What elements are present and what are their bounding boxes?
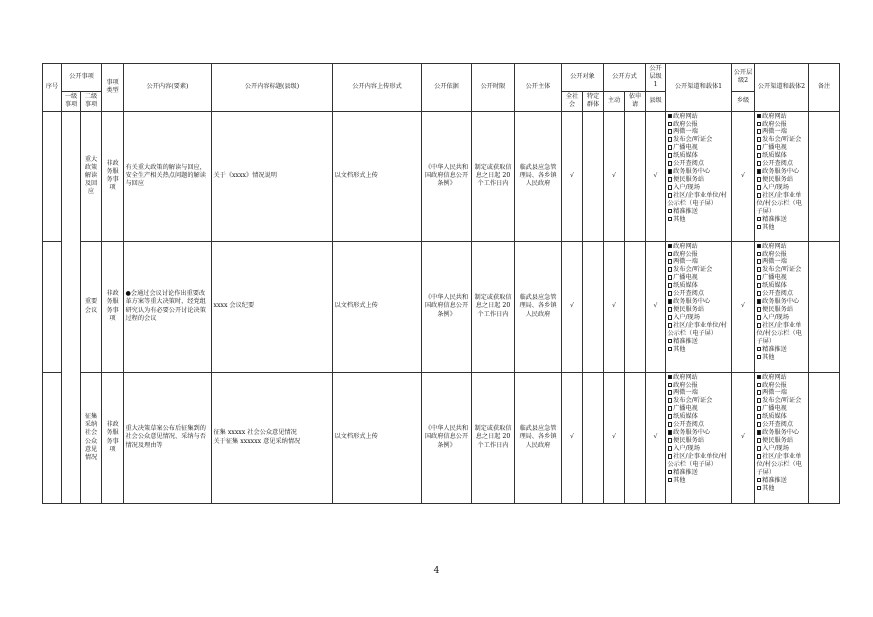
disclosure-table bbox=[42, 63, 840, 504]
channel-option bbox=[668, 160, 730, 168]
cell-time-limit: 制定或获取信息之日起 20 个工作日内 bbox=[472, 241, 515, 372]
channel-option-label: 政务服务中心 bbox=[673, 429, 711, 437]
channel-option bbox=[668, 453, 730, 469]
unchecked-box-icon bbox=[757, 478, 762, 483]
channel-option bbox=[757, 413, 807, 421]
channel-option-label: 政务服务中心 bbox=[673, 168, 711, 176]
channel-option-label: 广播电视 bbox=[673, 405, 698, 413]
cell-type: 非政务服务事项 bbox=[102, 241, 124, 372]
unchecked-box-icon bbox=[668, 259, 673, 264]
unchecked-box-icon bbox=[668, 275, 673, 280]
unchecked-box-icon bbox=[757, 390, 762, 395]
channel-option-label: 政府公报 bbox=[762, 250, 787, 258]
channel-option-label: 社区/企事业单位/村公示栏（电子屏） bbox=[756, 191, 802, 215]
unchecked-box-icon bbox=[757, 422, 762, 427]
unchecked-box-icon bbox=[757, 193, 762, 198]
unchecked-box-icon bbox=[668, 390, 673, 395]
channel-option bbox=[757, 485, 807, 493]
unchecked-box-icon bbox=[757, 454, 762, 459]
unchecked-box-icon bbox=[757, 225, 762, 230]
channel-option-label: 发布会/听证会 bbox=[762, 266, 802, 274]
unchecked-box-icon bbox=[757, 252, 762, 257]
cell-basis: 《中华人民共和国政府信息公开条例》 bbox=[422, 241, 472, 372]
unchecked-box-icon bbox=[668, 446, 673, 451]
cell-level2: 重要会议 bbox=[81, 241, 102, 372]
channel-option bbox=[668, 216, 730, 224]
channel-option-label: 发布会/听证会 bbox=[762, 136, 802, 144]
unchecked-box-icon bbox=[668, 347, 673, 352]
cell-type: 非政务服务事项 bbox=[102, 111, 124, 241]
header-remarks: 备注 bbox=[809, 64, 840, 112]
channel-option bbox=[668, 338, 730, 346]
channel-option-label: 发布会/听证会 bbox=[673, 266, 713, 274]
channel-option-label: 精准推送 bbox=[673, 337, 698, 345]
channel-option-label: 两微一端 bbox=[673, 258, 698, 266]
unchecked-box-icon bbox=[668, 177, 673, 182]
channel-option-label: 两微一端 bbox=[762, 128, 787, 136]
channel-option bbox=[668, 477, 730, 485]
cell-check-specific bbox=[583, 111, 604, 241]
checked-box-icon bbox=[668, 375, 673, 380]
channel-option-label: 入户/现场 bbox=[762, 445, 789, 452]
header-item-type: 事项类型 bbox=[102, 64, 124, 112]
cell-remarks bbox=[809, 111, 840, 241]
unchecked-box-icon bbox=[668, 422, 673, 427]
channel-list-2 bbox=[755, 111, 809, 241]
header-level-group1: 公开层级1 bbox=[646, 64, 666, 92]
unchecked-box-icon bbox=[668, 129, 673, 134]
channel-option-label: 其他 bbox=[673, 215, 686, 223]
channel-option bbox=[757, 192, 807, 216]
table-row bbox=[43, 372, 840, 503]
channel-option-label: 政府网站 bbox=[673, 373, 698, 381]
channel-option-label: 发布会/听证会 bbox=[673, 136, 713, 144]
channel-option-label: 政务服务中心 bbox=[673, 298, 711, 306]
channel-option-label: 政府网站 bbox=[673, 242, 698, 250]
checked-box-icon bbox=[757, 430, 762, 435]
channel-option bbox=[668, 243, 730, 251]
checked-box-icon bbox=[668, 244, 673, 249]
channel-option-label: 其他 bbox=[762, 484, 775, 492]
channel-option-label: 政府网站 bbox=[762, 242, 787, 250]
content-text: 重大决策草案公布后征集到的社会公众意见情况、采纳与否情况及理由等 bbox=[125, 425, 206, 449]
channel-option-label: 政府网站 bbox=[762, 112, 787, 120]
unchecked-box-icon bbox=[757, 275, 762, 280]
header-target-specific: 特定群体 bbox=[583, 91, 604, 111]
channel-option-label: 政务服务中心 bbox=[762, 429, 800, 437]
channel-list-2 bbox=[755, 241, 809, 372]
channel-option bbox=[757, 282, 807, 290]
unchecked-box-icon bbox=[757, 383, 762, 388]
channel-option bbox=[757, 216, 807, 224]
content-text: 会通过会议讨论作出重要改革方案等重大决策时，经党组研究认为有必要公开讨论决策过程的会议 bbox=[125, 290, 206, 322]
channel-option-label: 纸质媒体 bbox=[673, 282, 698, 290]
header-level1: 一级事项 bbox=[62, 91, 81, 111]
unchecked-box-icon bbox=[757, 161, 762, 166]
unchecked-box-icon bbox=[757, 185, 762, 190]
unchecked-box-icon bbox=[668, 323, 673, 328]
channel-option-label: 入户/现场 bbox=[762, 314, 789, 321]
channel-option-label: 政府网站 bbox=[762, 373, 787, 381]
unchecked-box-icon bbox=[668, 209, 673, 214]
channel-option bbox=[668, 469, 730, 477]
header-method-apply: 依申请 bbox=[625, 91, 646, 111]
channel-option-label: 纸质媒体 bbox=[762, 282, 787, 290]
channel-option bbox=[668, 421, 730, 429]
channel-option bbox=[668, 374, 730, 382]
unchecked-box-icon bbox=[757, 267, 762, 272]
unchecked-box-icon bbox=[757, 347, 762, 352]
cell-check-active: √ bbox=[604, 372, 625, 503]
cell-check-county: √ bbox=[646, 372, 666, 503]
unchecked-box-icon bbox=[757, 259, 762, 264]
channel-option-label: 纸质媒体 bbox=[762, 152, 787, 160]
header-item-group: 公开事项 bbox=[62, 64, 102, 92]
channel-option-label: 公开查阅点 bbox=[673, 421, 705, 429]
cell-check-active: √ bbox=[604, 241, 625, 372]
channel-option-label: 政务服务中心 bbox=[762, 298, 800, 306]
unchecked-box-icon bbox=[668, 383, 673, 388]
channel-option bbox=[668, 445, 730, 453]
cell-remarks bbox=[809, 372, 840, 503]
header-level-township: 乡级 bbox=[732, 91, 755, 111]
header-title: 公开内容标题(县级) bbox=[212, 64, 333, 112]
unchecked-box-icon bbox=[668, 307, 673, 312]
channel-option bbox=[757, 445, 807, 453]
channel-option-label: 精准推送 bbox=[673, 207, 698, 215]
channel-option bbox=[668, 152, 730, 160]
unchecked-box-icon bbox=[757, 129, 762, 134]
cell-check-all: √ bbox=[562, 372, 583, 503]
unchecked-box-icon bbox=[668, 217, 673, 222]
channel-option bbox=[757, 184, 807, 192]
channel-option bbox=[668, 298, 730, 306]
channel-option-label: 入户/现场 bbox=[673, 445, 700, 452]
unchecked-box-icon bbox=[757, 145, 762, 150]
channel-option-label: 公开查阅点 bbox=[673, 160, 705, 168]
channel-option bbox=[668, 192, 730, 208]
channel-option bbox=[757, 346, 807, 354]
channel-option-label: 精准推送 bbox=[762, 345, 787, 353]
cell-content bbox=[124, 241, 212, 372]
unchecked-box-icon bbox=[757, 137, 762, 142]
cell-subject: 临武县应急管理局、各乡镇人民政府 bbox=[515, 111, 562, 241]
channel-option-label: 纸质媒体 bbox=[673, 152, 698, 160]
cell-seq bbox=[43, 111, 62, 241]
channel-option-label: 便民服务站 bbox=[673, 306, 705, 314]
channel-option bbox=[668, 208, 730, 216]
channel-option-label: 发布会/听证会 bbox=[762, 397, 802, 405]
channel-option bbox=[668, 322, 730, 338]
channel-option-label: 广播电视 bbox=[762, 405, 787, 413]
cell-check-specific bbox=[583, 241, 604, 372]
unchecked-box-icon bbox=[757, 283, 762, 288]
unchecked-box-icon bbox=[668, 145, 673, 150]
channel-option-label: 政府公报 bbox=[673, 250, 698, 258]
unchecked-box-icon bbox=[757, 414, 762, 419]
cell-remarks bbox=[809, 241, 840, 372]
channel-option bbox=[668, 282, 730, 290]
unchecked-box-icon bbox=[668, 137, 673, 142]
channel-option bbox=[757, 453, 807, 477]
unchecked-box-icon bbox=[668, 470, 673, 475]
channel-list-1 bbox=[666, 241, 732, 372]
channel-option-label: 两微一端 bbox=[762, 258, 787, 266]
channel-option bbox=[668, 176, 730, 184]
channel-option bbox=[757, 354, 807, 362]
channel-option bbox=[757, 306, 807, 314]
checked-box-icon bbox=[757, 375, 762, 380]
channel-option-label: 便民服务站 bbox=[762, 437, 794, 445]
channel-option bbox=[668, 413, 730, 421]
unchecked-box-icon bbox=[757, 486, 762, 491]
channel-option bbox=[668, 306, 730, 314]
unchecked-box-icon bbox=[668, 398, 673, 403]
cell-upload-form: 以文档形式上传 bbox=[333, 111, 422, 241]
header-channel1: 公开渠道和载体1 bbox=[666, 64, 732, 112]
header-content: 公开内容(要素) bbox=[124, 64, 212, 112]
cell-basis: 《中华人民共和国政府信息公开条例》 bbox=[422, 111, 472, 241]
unchecked-box-icon bbox=[668, 252, 673, 257]
header-target-all: 全社会 bbox=[562, 91, 583, 111]
cell-check-township: √ bbox=[732, 111, 755, 241]
unchecked-box-icon bbox=[668, 267, 673, 272]
channel-option-label: 社区/企事业单位/村公示栏（电子屏） bbox=[756, 321, 802, 345]
cell-level2: 重大政策解读及回应 bbox=[81, 111, 102, 241]
channel-option bbox=[668, 346, 730, 354]
channel-list-1 bbox=[666, 372, 732, 503]
channel-option-label: 政府公报 bbox=[673, 381, 698, 389]
channel-option bbox=[668, 113, 730, 121]
checked-box-icon bbox=[668, 299, 673, 304]
channel-option-label: 其他 bbox=[762, 223, 775, 231]
unchecked-box-icon bbox=[757, 307, 762, 312]
checked-box-icon bbox=[757, 169, 762, 174]
channel-option bbox=[757, 152, 807, 160]
channel-option bbox=[757, 113, 807, 121]
cell-time-limit: 制定或获取信息之日起 20 个工作日内 bbox=[472, 111, 515, 241]
channel-option bbox=[757, 160, 807, 168]
unchecked-box-icon bbox=[757, 446, 762, 451]
channel-option bbox=[668, 168, 730, 176]
channel-option-label: 广播电视 bbox=[673, 144, 698, 152]
unchecked-box-icon bbox=[668, 406, 673, 411]
content-bullet: ● bbox=[125, 290, 131, 298]
header-time-limit: 公开时限 bbox=[472, 64, 515, 112]
channel-option bbox=[757, 429, 807, 437]
cell-check-all: √ bbox=[562, 241, 583, 372]
unchecked-box-icon bbox=[757, 291, 762, 296]
cell-upload-form: 以文档形式上传 bbox=[333, 241, 422, 372]
cell-upload-form: 以文档形式上传 bbox=[333, 372, 422, 503]
unchecked-box-icon bbox=[757, 438, 762, 443]
checked-box-icon bbox=[668, 430, 673, 435]
channel-option-label: 政府网站 bbox=[673, 112, 698, 120]
channel-list-1 bbox=[666, 111, 732, 241]
cell-time-limit: 制定或获取信息之日起 20 个工作日内 bbox=[472, 372, 515, 503]
channel-option bbox=[757, 290, 807, 298]
cell-check-township: √ bbox=[732, 372, 755, 503]
channel-option-label: 广播电视 bbox=[673, 274, 698, 282]
channel-option-label: 精准推送 bbox=[762, 215, 787, 223]
unchecked-box-icon bbox=[668, 454, 673, 459]
channel-list-2 bbox=[755, 372, 809, 503]
header-seq: 序号 bbox=[43, 64, 62, 112]
cell-check-all: √ bbox=[562, 111, 583, 241]
cell-type: 非政务服务事项 bbox=[102, 372, 124, 503]
channel-option bbox=[757, 437, 807, 445]
channel-option-label: 公开查阅点 bbox=[762, 421, 794, 429]
cell-content bbox=[124, 372, 212, 503]
unchecked-box-icon bbox=[668, 438, 673, 443]
table-row bbox=[43, 241, 840, 372]
cell-subject: 临武县应急管理局、各乡镇人民政府 bbox=[515, 241, 562, 372]
channel-option bbox=[668, 437, 730, 445]
channel-option-label: 便民服务站 bbox=[762, 176, 794, 184]
channel-option-label: 公开查阅点 bbox=[673, 290, 705, 298]
header-basis: 公开依据 bbox=[422, 64, 472, 112]
unchecked-box-icon bbox=[668, 153, 673, 158]
unchecked-box-icon bbox=[668, 414, 673, 419]
cell-seq bbox=[43, 241, 62, 372]
cell-check-active: √ bbox=[604, 111, 625, 241]
channel-option-label: 两微一端 bbox=[762, 389, 787, 397]
checked-box-icon bbox=[668, 114, 673, 119]
unchecked-box-icon bbox=[668, 339, 673, 344]
cell-check-county: √ bbox=[646, 241, 666, 372]
unchecked-box-icon bbox=[757, 323, 762, 328]
channel-option-label: 入户/现场 bbox=[673, 314, 700, 321]
unchecked-box-icon bbox=[757, 122, 762, 127]
checked-box-icon bbox=[757, 299, 762, 304]
unchecked-box-icon bbox=[668, 315, 673, 320]
channel-option bbox=[668, 314, 730, 322]
cell-check-county: √ bbox=[646, 111, 666, 241]
channel-option bbox=[757, 421, 807, 429]
channel-option-label: 政务服务中心 bbox=[762, 168, 800, 176]
channel-option-label: 其他 bbox=[673, 345, 686, 353]
checked-box-icon bbox=[668, 169, 673, 174]
cell-title: xxxx 会议纪要 bbox=[212, 241, 333, 372]
channel-option-label: 精准推送 bbox=[762, 476, 787, 484]
channel-option-label: 其他 bbox=[673, 476, 686, 484]
channel-option bbox=[757, 374, 807, 382]
cell-title: 征集 xxxxx 社会公众意见情况 关于征集 xxxxxx 意见采纳情况 bbox=[212, 372, 333, 503]
channel-option-label: 纸质媒体 bbox=[673, 413, 698, 421]
cell-subject: 临武县应急管理局、各乡镇人民政府 bbox=[515, 372, 562, 503]
cell-content bbox=[124, 111, 212, 241]
content-text: 有关重大政策的解读与回应，安全生产相关热点问题的解读与回应 bbox=[125, 163, 206, 188]
channel-option-label: 政府公报 bbox=[673, 120, 698, 128]
channel-option-label: 公开查阅点 bbox=[762, 160, 794, 168]
channel-option-label: 便民服务站 bbox=[762, 306, 794, 314]
cell-level2: 征集采纳社会公众意见情况 bbox=[81, 372, 102, 503]
channel-option bbox=[668, 184, 730, 192]
header-target-group: 公开对象 bbox=[562, 64, 604, 92]
channel-option bbox=[668, 429, 730, 437]
header-upload-form: 公开内容上传形式 bbox=[333, 64, 422, 112]
channel-option bbox=[757, 243, 807, 251]
channel-option-label: 便民服务站 bbox=[673, 176, 705, 184]
channel-option bbox=[668, 290, 730, 298]
header-method-group: 公开方式 bbox=[604, 64, 646, 92]
channel-option bbox=[757, 298, 807, 306]
channel-option-label: 广播电视 bbox=[762, 144, 787, 152]
channel-option-label: 两微一端 bbox=[673, 389, 698, 397]
unchecked-box-icon bbox=[668, 291, 673, 296]
channel-option-label: 入户/现场 bbox=[762, 184, 789, 191]
channel-option-label: 精准推送 bbox=[673, 468, 698, 476]
cell-seq bbox=[43, 372, 62, 503]
header-level2: 二级事项 bbox=[81, 91, 102, 111]
channel-option-label: 其他 bbox=[762, 353, 775, 361]
channel-option-label: 纸质媒体 bbox=[762, 413, 787, 421]
header-method-active: 主动 bbox=[604, 91, 625, 111]
cell-check-township: √ bbox=[732, 241, 755, 372]
channel-option-label: 广播电视 bbox=[762, 274, 787, 282]
page-number: 4 bbox=[433, 566, 440, 576]
cell-check-apply bbox=[625, 111, 646, 241]
channel-option bbox=[757, 322, 807, 346]
channel-option-label: 社区/企事业单位/村公示栏（电子屏） bbox=[667, 191, 727, 207]
channel-option-label: 政府公报 bbox=[762, 120, 787, 128]
cell-check-apply bbox=[625, 241, 646, 372]
channel-option-label: 政府公报 bbox=[762, 381, 787, 389]
unchecked-box-icon bbox=[757, 355, 762, 360]
channel-option-label: 发布会/听证会 bbox=[673, 397, 713, 405]
channel-option bbox=[757, 224, 807, 232]
cell-check-specific bbox=[583, 372, 604, 503]
unchecked-box-icon bbox=[757, 398, 762, 403]
header-level-group2: 公开层级2 bbox=[732, 64, 755, 92]
channel-option-label: 两微一端 bbox=[673, 128, 698, 136]
unchecked-box-icon bbox=[668, 185, 673, 190]
channel-option bbox=[757, 314, 807, 322]
unchecked-box-icon bbox=[757, 406, 762, 411]
unchecked-box-icon bbox=[757, 153, 762, 158]
cell-basis: 《中华人民共和国政府信息公开条例》 bbox=[422, 372, 472, 503]
unchecked-box-icon bbox=[668, 283, 673, 288]
header-level-county: 县级 bbox=[646, 91, 666, 111]
channel-option-label: 入户/现场 bbox=[673, 184, 700, 191]
unchecked-box-icon bbox=[668, 478, 673, 483]
unchecked-box-icon bbox=[757, 177, 762, 182]
channel-option-label: 社区/企事业单位/村公示栏（电子屏） bbox=[756, 452, 802, 476]
channel-option-label: 社区/企事业单位/村公示栏（电子屏） bbox=[667, 452, 727, 468]
cell-title: 关于《xxxx》情况说明 bbox=[212, 111, 333, 241]
channel-option-label: 社区/企事业单位/村公示栏（电子屏） bbox=[667, 321, 727, 337]
cell-level1 bbox=[62, 111, 81, 503]
channel-option-label: 便民服务站 bbox=[673, 437, 705, 445]
checked-box-icon bbox=[757, 114, 762, 119]
table-row bbox=[43, 111, 840, 241]
unchecked-box-icon bbox=[757, 315, 762, 320]
checked-box-icon bbox=[757, 244, 762, 249]
unchecked-box-icon bbox=[668, 161, 673, 166]
unchecked-box-icon bbox=[757, 217, 762, 222]
header-subject: 公开主体 bbox=[515, 64, 562, 112]
unchecked-box-icon bbox=[668, 193, 673, 198]
channel-option-label: 公开查阅点 bbox=[762, 290, 794, 298]
header-channel2: 公开渠道和载体2 bbox=[755, 64, 809, 112]
channel-option bbox=[757, 176, 807, 184]
channel-option bbox=[757, 477, 807, 485]
cell-check-apply bbox=[625, 372, 646, 503]
unchecked-box-icon bbox=[668, 122, 673, 127]
channel-option bbox=[757, 168, 807, 176]
